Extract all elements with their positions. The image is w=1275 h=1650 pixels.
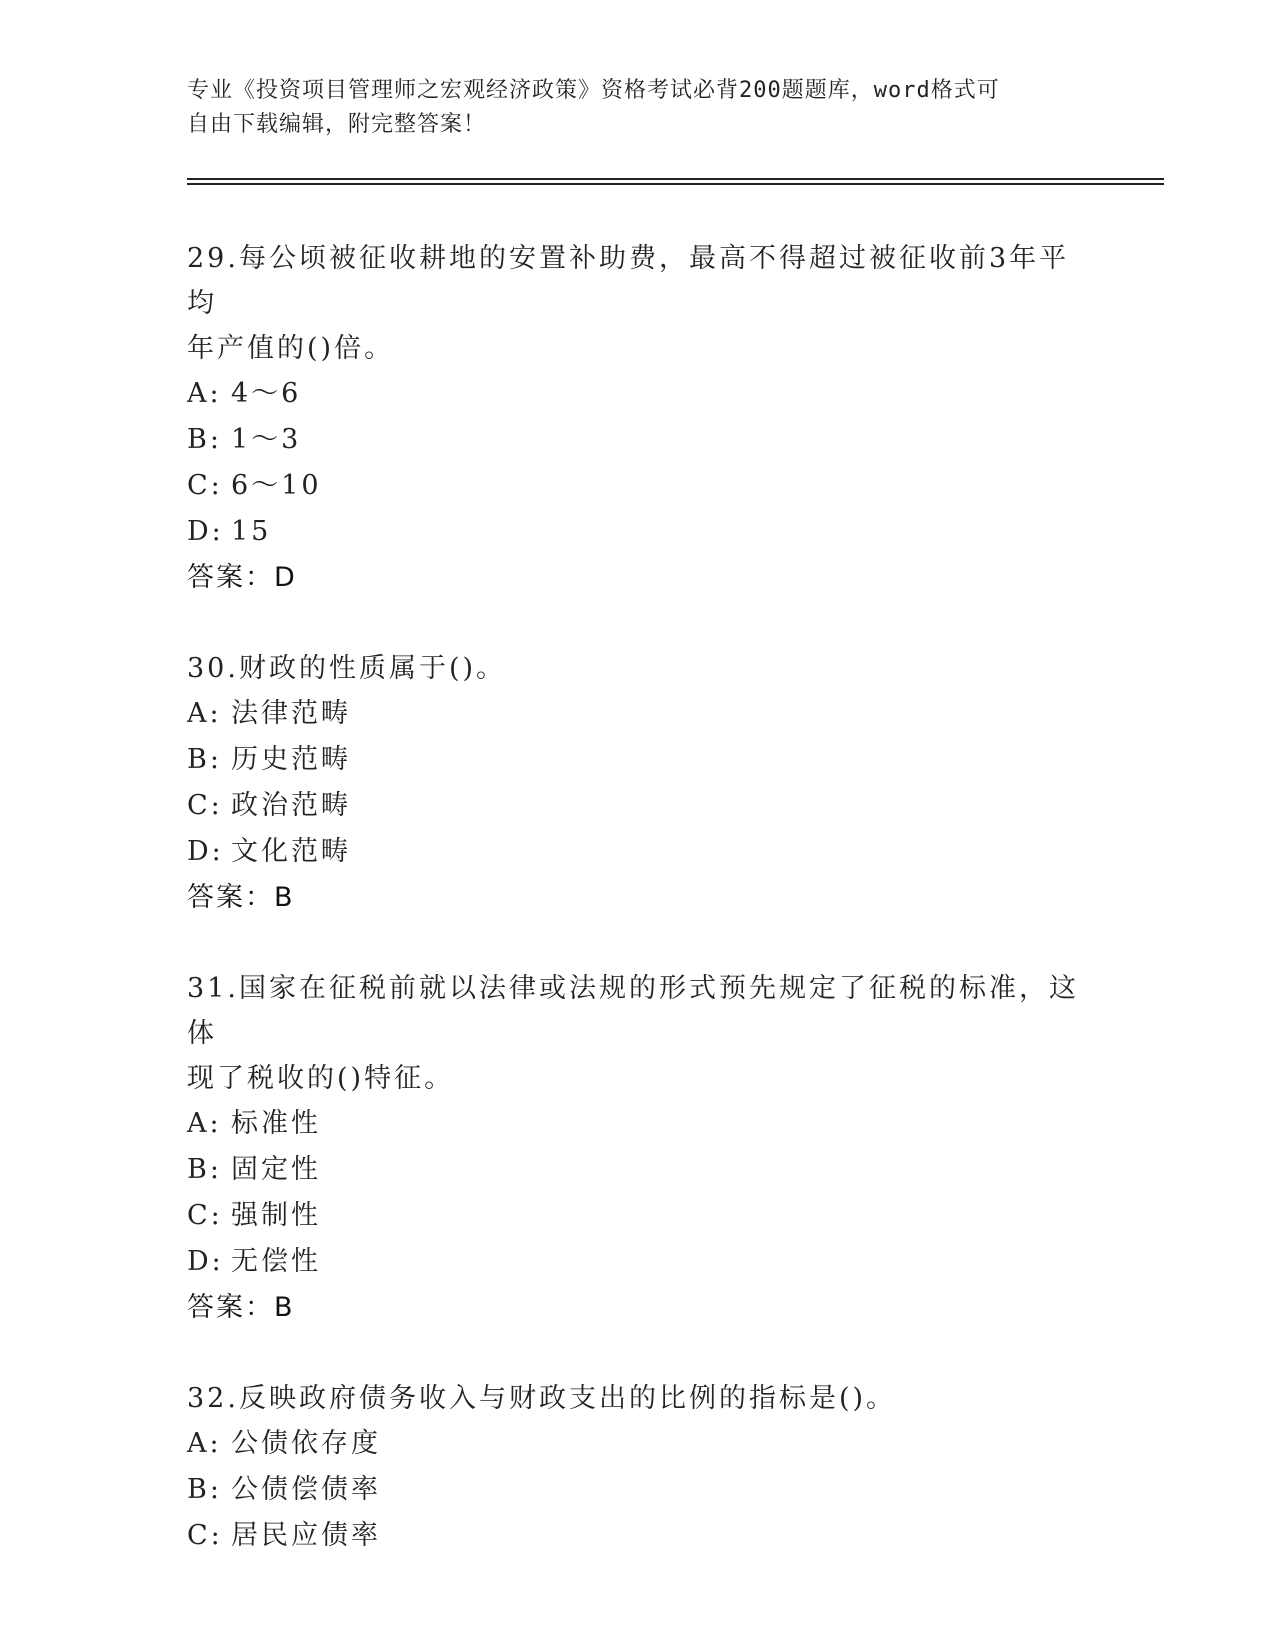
option-key: A:	[187, 1108, 222, 1139]
option-key: B:	[187, 1154, 222, 1185]
option-text: 公债依存度	[231, 1428, 381, 1459]
question-text-line-2: 现了税收的()特征。	[187, 1063, 455, 1094]
option-b	[187, 1147, 1087, 1193]
answer: 答案：B	[187, 882, 295, 913]
question-text-line-1: 财政的性质属于()。	[238, 653, 507, 684]
option-c	[187, 463, 1087, 509]
option-key: B:	[187, 744, 222, 775]
question-text-line-1: 反映政府债务收入与财政支出的比例的指标是()。	[238, 1383, 897, 1414]
option-key: A:	[187, 1428, 222, 1459]
option-b	[187, 1467, 1087, 1513]
question-32	[187, 1376, 1087, 1559]
option-text: 强制性	[231, 1200, 321, 1231]
option-text: 无偿性	[231, 1246, 321, 1277]
option-text: 历史范畴	[231, 744, 351, 775]
question-number: 30.	[187, 653, 239, 684]
option-text: 固定性	[231, 1154, 321, 1185]
option-key: B:	[187, 1474, 222, 1505]
question-text	[187, 966, 1087, 1056]
question-list	[187, 236, 1087, 1604]
question-number: 32.	[187, 1383, 239, 1414]
option-d	[187, 829, 1087, 875]
option-c	[187, 1513, 1087, 1559]
option-d	[187, 1239, 1087, 1285]
option-b	[187, 417, 1087, 463]
option-text: 1～3	[231, 424, 302, 455]
option-a	[187, 1101, 1087, 1147]
header-divider-bottom	[187, 183, 1164, 185]
header-divider-top	[187, 178, 1164, 180]
option-b	[187, 737, 1087, 783]
question-31	[187, 966, 1087, 1331]
option-text: 6～10	[231, 470, 322, 501]
option-text: 文化范畴	[231, 836, 351, 867]
document-header	[187, 74, 1067, 142]
answer: 答案：B	[187, 1292, 295, 1323]
option-text: 居民应债率	[231, 1520, 381, 1551]
question-30	[187, 646, 1087, 921]
option-key: C:	[187, 790, 223, 821]
option-c	[187, 1193, 1087, 1239]
option-key: B:	[187, 424, 222, 455]
option-a	[187, 691, 1087, 737]
option-key: D:	[187, 1246, 224, 1277]
question-number: 29.	[187, 243, 239, 274]
header-line-2: 自由下载编辑，附完整答案！	[187, 112, 487, 137]
question-number: 31.	[187, 973, 239, 1004]
option-key: A:	[187, 378, 222, 409]
option-text: 政治范畴	[231, 790, 351, 821]
question-text	[187, 236, 1087, 326]
option-text: 标准性	[231, 1108, 321, 1139]
question-text-line-1: 国家在征税前就以法律或法规的形式预先规定了征税的标准，这体	[187, 973, 1079, 1049]
option-key: C:	[187, 1520, 223, 1551]
question-29	[187, 236, 1087, 601]
option-d	[187, 509, 1087, 555]
option-text: 15	[231, 516, 272, 547]
question-text	[187, 646, 1087, 691]
option-a	[187, 1421, 1087, 1467]
option-key: C:	[187, 1200, 223, 1231]
header-line-1: 专业《投资项目管理师之宏观经济政策》资格考试必背200题题库，word格式可	[187, 78, 1000, 103]
option-key: A:	[187, 698, 222, 729]
option-key: C:	[187, 470, 223, 501]
answer: 答案：D	[187, 562, 297, 593]
option-a	[187, 371, 1087, 417]
question-text-line-2: 年产值的()倍。	[187, 333, 395, 364]
option-key: D:	[187, 516, 224, 547]
question-text-line-1: 每公顷被征收耕地的安置补助费，最高不得超过被征收前3年平均	[187, 243, 1070, 319]
option-c	[187, 783, 1087, 829]
question-text	[187, 1376, 1087, 1421]
option-text: 公债偿债率	[231, 1474, 381, 1505]
option-text: 4～6	[231, 378, 302, 409]
option-key: D:	[187, 836, 224, 867]
option-text: 法律范畴	[231, 698, 351, 729]
